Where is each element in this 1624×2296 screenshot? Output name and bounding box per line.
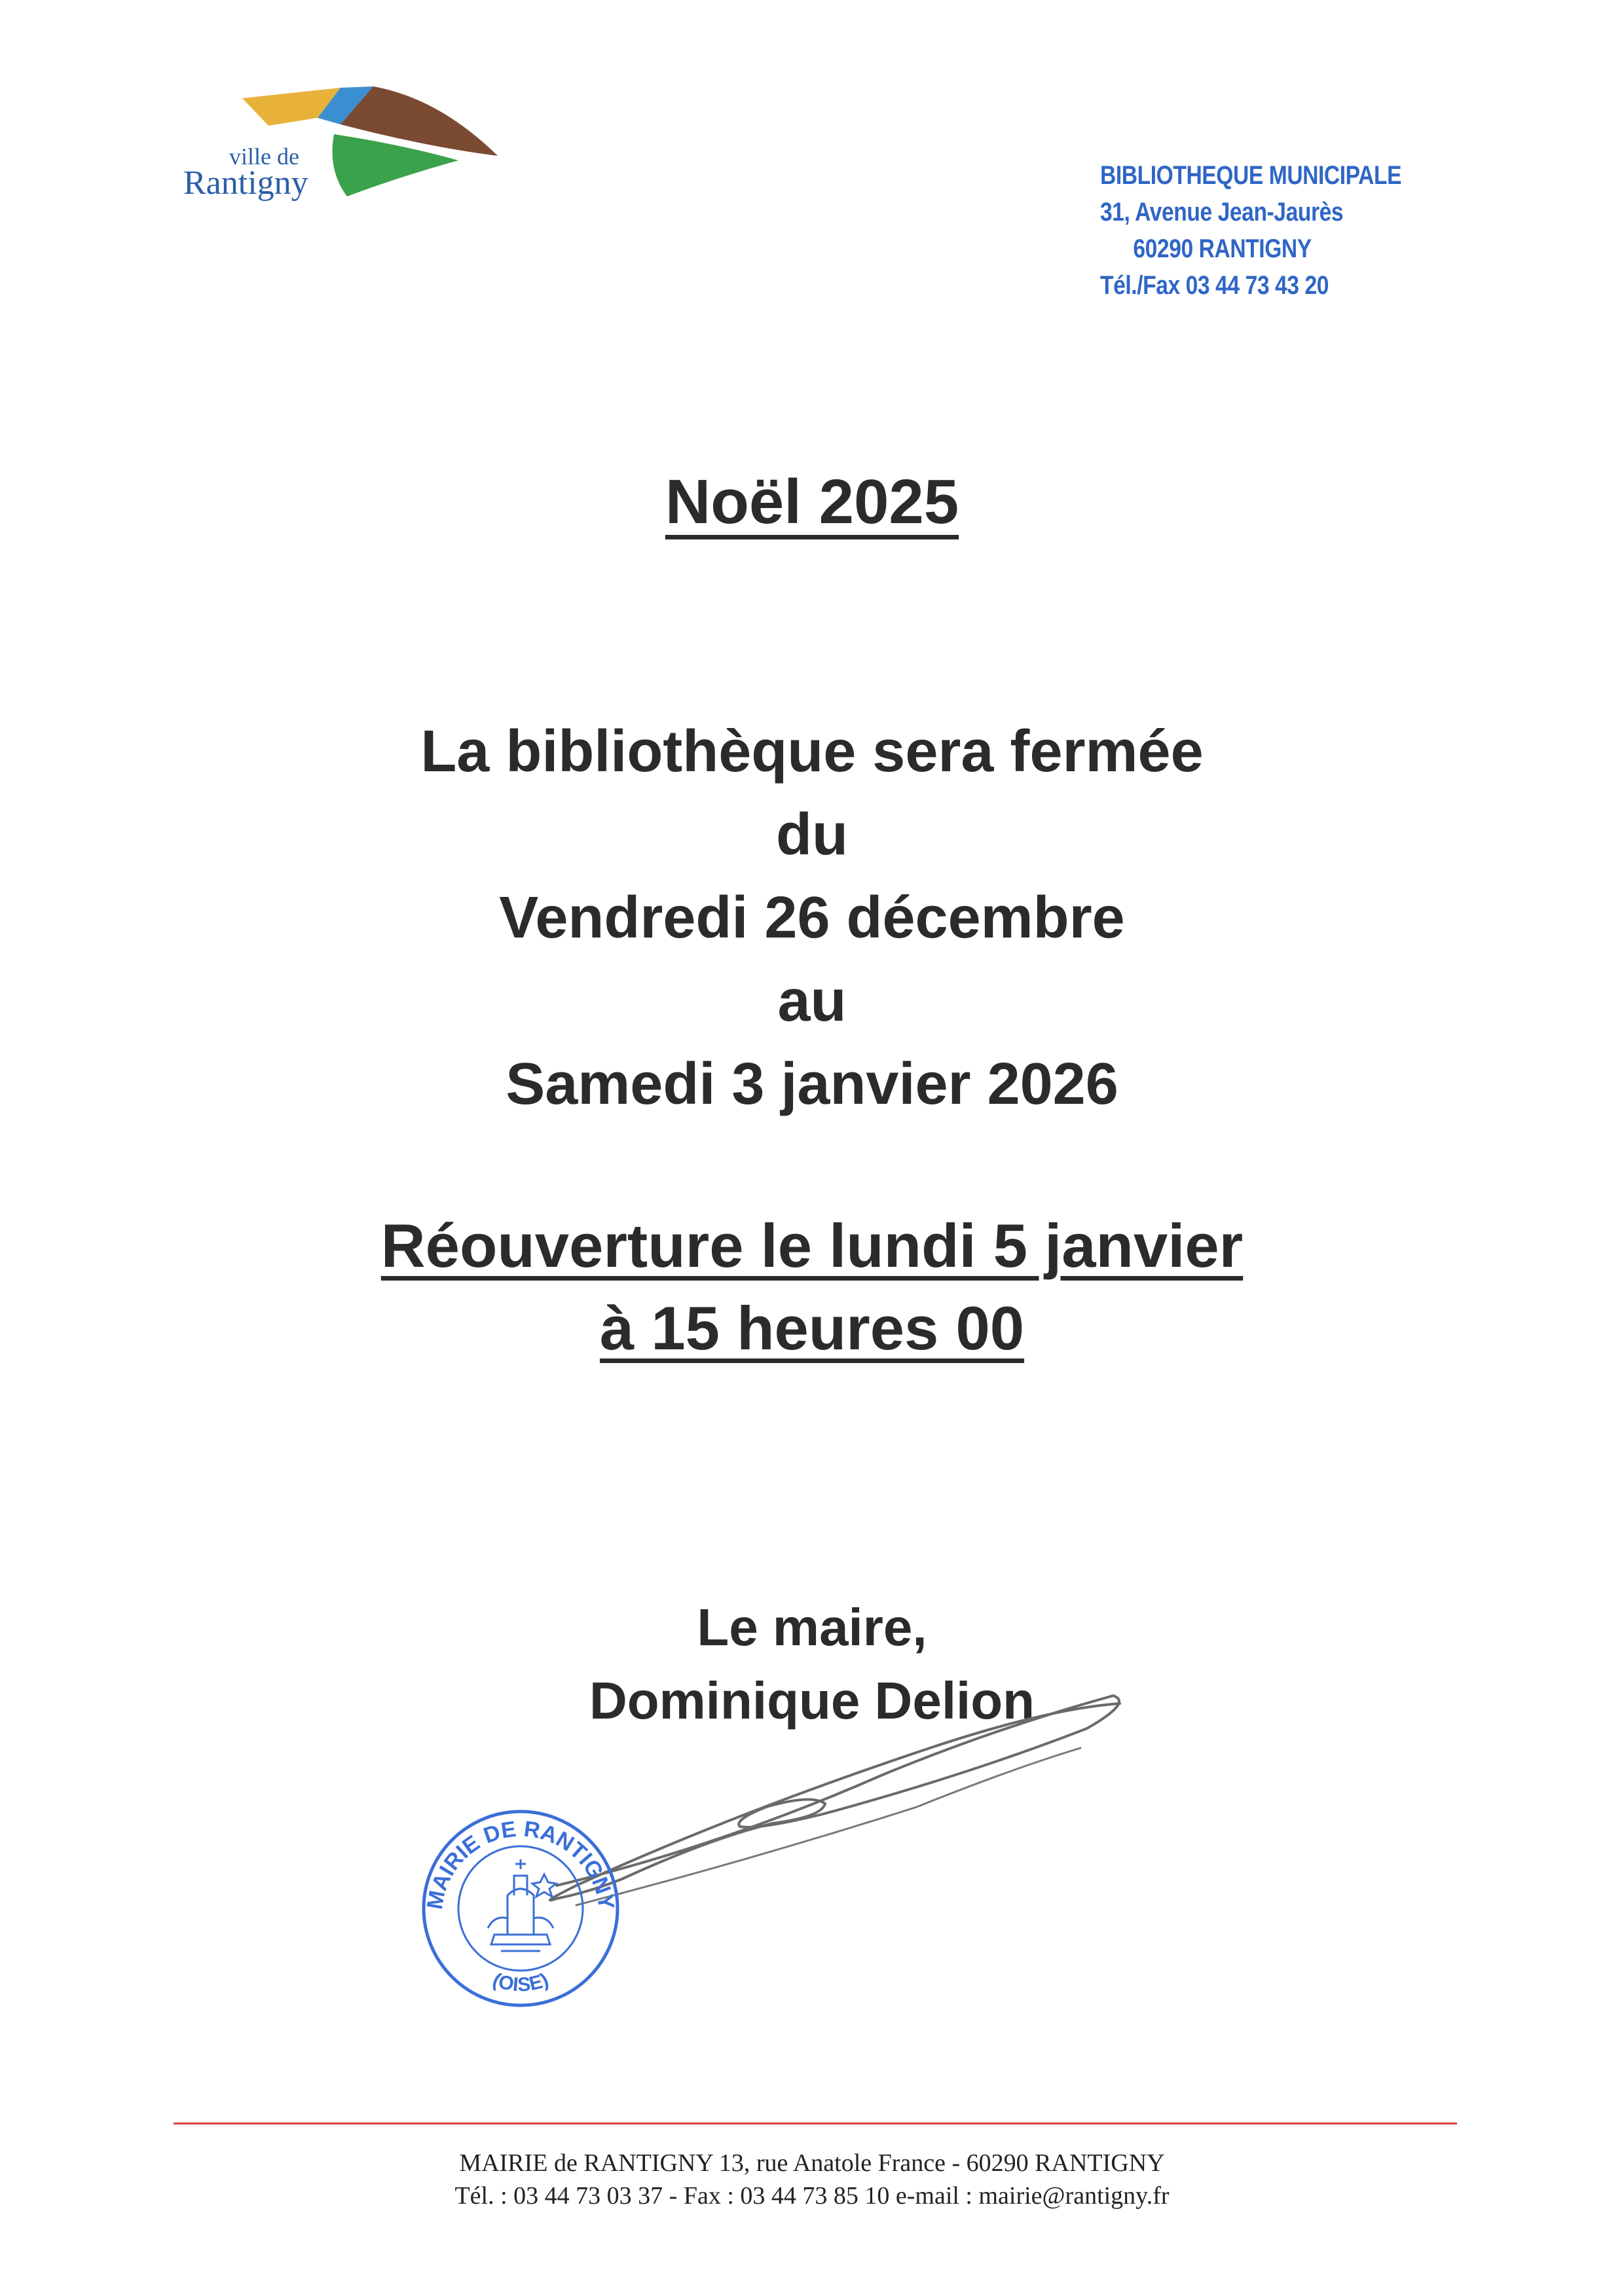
stamp-line-city: 60290 RANTIGNY bbox=[1133, 234, 1312, 263]
town-logo bbox=[177, 79, 517, 210]
logo-town-name: Rantigny bbox=[183, 164, 308, 202]
seal-emblem-icon bbox=[488, 1859, 556, 1951]
signatory-name: Dominique Delion bbox=[589, 1671, 1035, 1730]
stamp-line-phone: Tél./Fax 03 44 73 43 20 bbox=[1100, 271, 1329, 300]
svg-text:(OISE) bbox=[490, 1969, 551, 1996]
closure-line-3: Vendredi 26 décembre bbox=[499, 885, 1125, 951]
closure-line-2: du bbox=[776, 802, 848, 867]
stamp-line-library: BIBLIOTHEQUE MUNICIPALE bbox=[1100, 161, 1402, 190]
seal-top-text: MAIRIE DE RANTIGNY bbox=[422, 1816, 619, 1912]
library-stamp bbox=[1100, 157, 1402, 304]
closure-line-4: au bbox=[777, 968, 847, 1034]
notice-title bbox=[0, 466, 1624, 538]
reopening-text bbox=[0, 1205, 1624, 1370]
logo-small-text: ville de bbox=[229, 143, 299, 170]
footer-divider bbox=[174, 2123, 1457, 2124]
stamp-line-address: 31, Avenue Jean-Jaurès bbox=[1100, 198, 1344, 227]
notice-title-text: Noël 2025 bbox=[665, 467, 959, 537]
footer-contact: Tél. : 03 44 73 03 37 - Fax : 03 44 73 85 10 e-mail : mairie@rantigny.fr bbox=[454, 2182, 1170, 2210]
town-hall-seal bbox=[416, 1804, 625, 2013]
reopening-line-1: Réouverture le lundi 5 janvier bbox=[380, 1211, 1244, 1280]
closure-text bbox=[0, 710, 1624, 1126]
closure-line-1: La bibliothèque sera fermée bbox=[420, 719, 1204, 784]
closure-line-5: Samedi 3 janvier 2026 bbox=[506, 1051, 1118, 1117]
reopening-line-2: à 15 heures 00 bbox=[600, 1294, 1024, 1362]
signatory-role: Le maire, bbox=[697, 1598, 927, 1656]
footer-address: MAIRIE de RANTIGNY 13, rue Anatole France - 60290 RANTIGNY bbox=[459, 2149, 1165, 2177]
seal-bottom-text: (OISE) bbox=[489, 1969, 552, 1996]
